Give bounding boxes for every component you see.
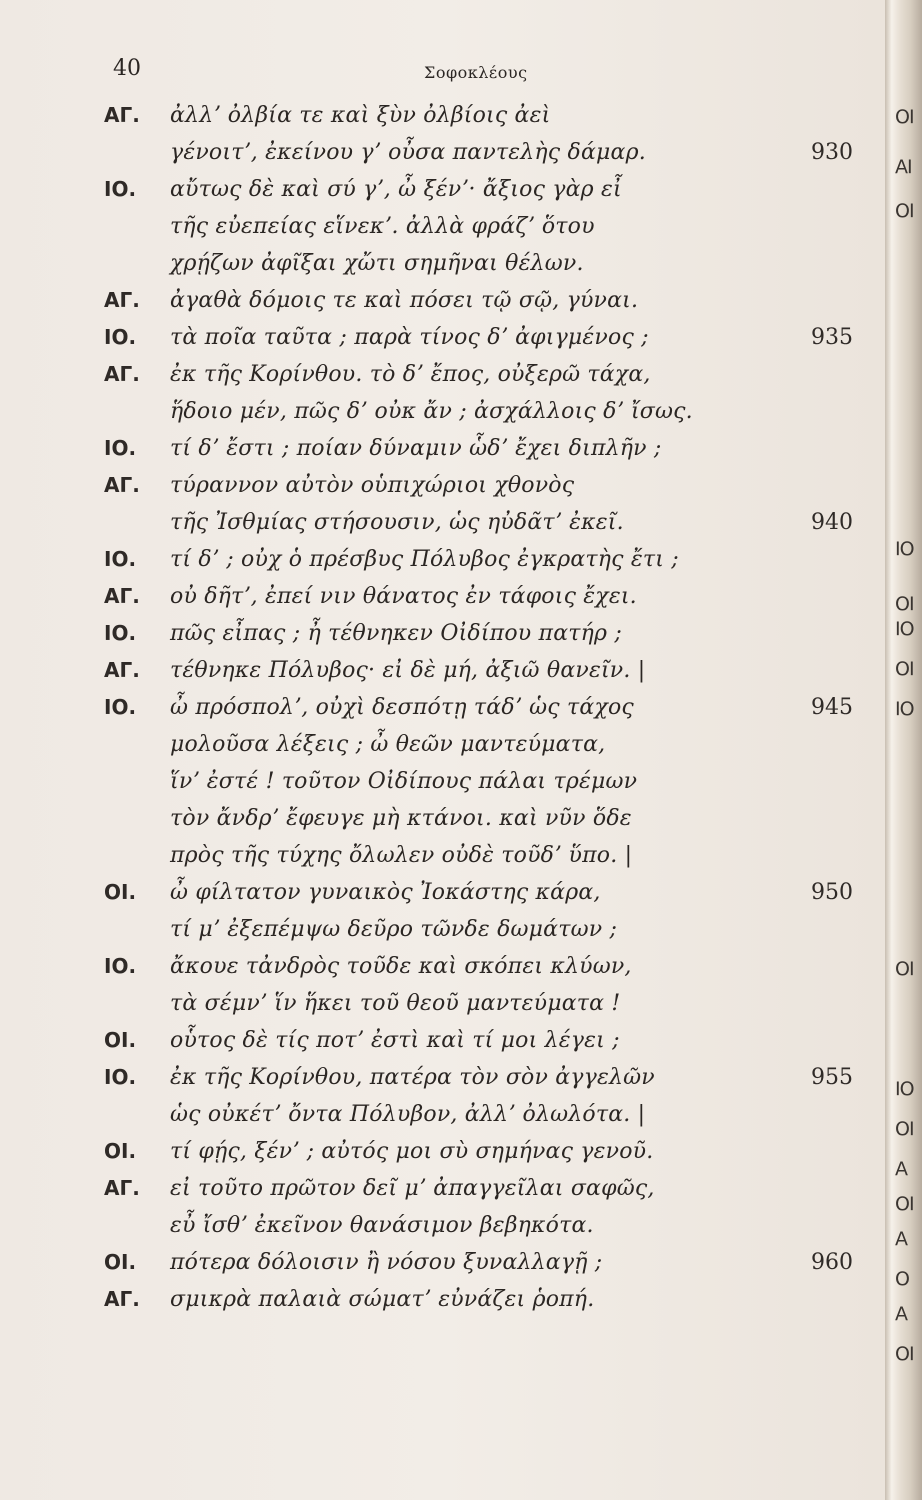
verse-text: χρῄζων ἀφῖξαι χὤτι σημῆναι θέλων. [170, 251, 584, 276]
facing-page-fragment: ΙΟ [895, 698, 914, 720]
verse-text: τί φῄς, ξένʼ ; αὐτός μοι σὺ σημήνας γενοῦ. [170, 1139, 654, 1164]
verse-text: οὗτος δὲ τίς ποτʼ ἐστὶ καὶ τί μοι λέγει ; [170, 1028, 620, 1053]
verse-line [0, 732, 885, 768]
verse-text: εὖ ἴσθʼ ἐκεῖνον θανάσιμον βεβηκότα. [170, 1213, 594, 1238]
verse-line [0, 695, 885, 731]
speaker-label: ΙΟ. [104, 436, 137, 460]
verse-line [0, 1176, 885, 1212]
verse-line [0, 1028, 885, 1064]
running-title: Σοφοκλέους [424, 63, 528, 82]
page-number: 40 [113, 56, 141, 81]
speaker-label: ΙΟ. [104, 954, 137, 978]
verse-line [0, 1065, 885, 1101]
verse-text: οὐ δῆτʼ, ἐπεί νιν θάνατος ἐν τάφοις ἔχει. [170, 584, 637, 609]
verse-text: τὰ σέμνʼ ἵν ἥκει τοῦ θεοῦ μαντεύματα ! [170, 991, 621, 1016]
speaker-label: ΟΙ. [104, 880, 137, 904]
speaker-label: ΟΙ. [104, 1139, 137, 1163]
line-number: 930 [811, 140, 853, 165]
verse-text: σμικρὰ παλαιὰ σώματʼ εὐνάζει ῥοπή. [170, 1287, 595, 1312]
line-number: 950 [811, 880, 853, 905]
verse-text: ἥδοιο μέν, πῶς δʼ οὐκ ἄν ; ἀσχάλλοις δʼ ἴσως. [170, 399, 693, 424]
verse-text: ἵνʼ ἐστέ ! τοῦτον Οἰδίπους πάλαι τρέμων [170, 769, 638, 794]
verse-text: μολοῦσα λέξεις ; ὦ θεῶν μαντεύματα, [170, 732, 606, 757]
facing-page-fragment: Α [895, 1303, 907, 1325]
verse-line [0, 843, 885, 879]
facing-page-edge [885, 0, 922, 1500]
verse-text: τί μʼ ἐξεπέμψω δεῦρο τῶνδε δωμάτων ; [170, 917, 618, 942]
facing-page-fragment: ΟΙ [895, 1343, 914, 1365]
verse-line [0, 991, 885, 1027]
speaker-label: ΑΓ. [104, 584, 140, 608]
facing-page-fragment: ΙΟ [895, 1078, 914, 1100]
verse-text: γένοιτʼ, ἐκείνου γʼ οὖσα παντελὴς δάμαρ. [170, 140, 646, 165]
verse-line [0, 251, 885, 287]
facing-page-fragment: Α [895, 1158, 907, 1180]
verse-line [0, 1213, 885, 1249]
verse-text: πρὸς τῆς τύχης ὄλωλεν οὐδὲ τοῦδʼ ὕπο. | [170, 843, 633, 868]
verse-text: πότερα δόλοισιν ἢ νόσου ξυναλλαγῇ ; [170, 1250, 603, 1275]
verse-text: ἐκ τῆς Κορίνθου, πατέρα τὸν σὸν ἀγγελῶν [170, 1065, 655, 1090]
verse-line [0, 1287, 885, 1323]
verse-text: ἀγαθὰ δόμοις τε καὶ πόσει τῷ σῷ, γύναι. [170, 288, 639, 313]
verse-text: τὰ ποῖα ταῦτα ; παρὰ τίνος δʼ ἀφιγμένος ; [170, 325, 649, 350]
verse-line [0, 1139, 885, 1175]
line-number: 960 [811, 1250, 853, 1275]
verse-line [0, 880, 885, 916]
speaker-label: ΑΓ. [104, 1287, 140, 1311]
speaker-label: ΑΓ. [104, 658, 140, 682]
line-number: 940 [811, 510, 853, 535]
facing-page-fragment: ΟΙ [895, 106, 914, 128]
verse-line [0, 917, 885, 953]
speaker-label: ΟΙ. [104, 1028, 137, 1052]
verse-line [0, 103, 885, 139]
speaker-label: ΙΟ. [104, 547, 137, 571]
verse-text: ὦ πρόσπολʼ, οὐχὶ δεσπότῃ τάδʼ ὡς τάχος [170, 695, 634, 720]
verse-line [0, 362, 885, 398]
facing-page-fragment: ΙΟ [895, 538, 914, 560]
verse-line [0, 769, 885, 805]
facing-page-fragment: ΟΙ [895, 658, 914, 680]
line-number: 945 [811, 695, 853, 720]
speaker-label: ΑΓ. [104, 288, 140, 312]
speaker-label: ΙΟ. [104, 325, 137, 349]
speaker-label: ΑΓ. [104, 473, 140, 497]
verse-text: τί δʼ ; οὐχ ὁ πρέσβυς Πόλυβος ἐγκρατὴς ἔτι ; [170, 547, 679, 572]
facing-page-fragment: Α [895, 1228, 907, 1250]
verse-text: αὔτως δὲ καὶ σύ γʼ, ὦ ξένʼ· ἄξιος γὰρ εἶ [170, 177, 622, 202]
verse-text: ὡς οὐκέτʼ ὄντα Πόλυβον, ἀλλʼ ὀλωλότα. | [170, 1102, 646, 1127]
speaker-label: ΑΓ. [104, 103, 140, 127]
verse-line [0, 288, 885, 324]
facing-page-fragment: ΟΙ [895, 1193, 914, 1215]
verse-text: πῶς εἶπας ; ἦ τέθνηκεν Οἰδίπου πατήρ ; [170, 621, 622, 646]
verse-text: ἄκουε τἀνδρὸς τοῦδε καὶ σκόπει κλύων, [170, 954, 632, 979]
verse-line [0, 325, 885, 361]
verse-text: τὸν ἄνδρʼ ἔφευγε μὴ κτάνοι. καὶ νῦν ὅδε [170, 806, 632, 831]
facing-page-fragment: ΙΟ [895, 618, 914, 640]
verse-line [0, 510, 885, 546]
verse-line [0, 547, 885, 583]
verse-text: ἐκ τῆς Κορίνθου. τὸ δʼ ἔπος, οὐξερῶ τάχα, [170, 362, 651, 387]
speaker-label: ΙΟ. [104, 177, 137, 201]
verse-text: ἀλλʼ ὀλβία τε καὶ ξὺν ὀλβίοις ἀεὶ [170, 103, 551, 128]
line-number: 935 [811, 325, 853, 350]
verse-text: τέθνηκε Πόλυβος· εἰ δὲ μή, ἀξιῶ θανεῖν. | [170, 658, 646, 683]
verse-line [0, 954, 885, 990]
verse-line [0, 1102, 885, 1138]
verse-line [0, 177, 885, 213]
verse-line [0, 1250, 885, 1286]
line-number: 955 [811, 1065, 853, 1090]
verse-line [0, 584, 885, 620]
speaker-label: ΙΟ. [104, 695, 137, 719]
verse-line [0, 806, 885, 842]
verse-text: τῆς εὐεπείας εἵνεκʼ. ἀλλὰ φράζʼ ὅτου [170, 214, 595, 239]
speaker-label: ΙΟ. [104, 621, 137, 645]
facing-page-fragment: ΟΙ [895, 200, 914, 222]
facing-page-fragment: ΟΙ [895, 593, 914, 615]
speaker-label: ΑΓ. [104, 362, 140, 386]
speaker-label: ΑΓ. [104, 1176, 140, 1200]
verse-line [0, 621, 885, 657]
verse-line [0, 140, 885, 176]
verse-text: τύραννον αὐτὸν οὑπιχώριοι χθονὸς [170, 473, 575, 498]
facing-page-fragment: Ο [895, 1268, 909, 1290]
facing-page-fragment: ΟΙ [895, 1118, 914, 1140]
facing-page-fragment: ΟΙ [895, 958, 914, 980]
verse-line [0, 658, 885, 694]
verse-text: τῆς Ἰσθμίας στήσουσιν, ὡς ηὐδᾶτʼ ἐκεῖ. [170, 510, 624, 535]
verse-text: εἰ τοῦτο πρῶτον δεῖ μʼ ἀπαγγεῖλαι σαφῶς, [170, 1176, 655, 1201]
verse-text: ὦ φίλτατον γυναικὸς Ἰοκάστης κάρα, [170, 880, 601, 905]
verse-line [0, 473, 885, 509]
speaker-label: ΙΟ. [104, 1065, 137, 1089]
verse-line [0, 436, 885, 472]
verse-text: τί δʼ ἔστι ; ποίαν δύναμιν ὧδʼ ἔχει διπλῆν ; [170, 436, 662, 461]
facing-page-fragment: ΑΙ [895, 156, 912, 178]
verse-line [0, 399, 885, 435]
verse-line [0, 214, 885, 250]
speaker-label: ΟΙ. [104, 1250, 137, 1274]
